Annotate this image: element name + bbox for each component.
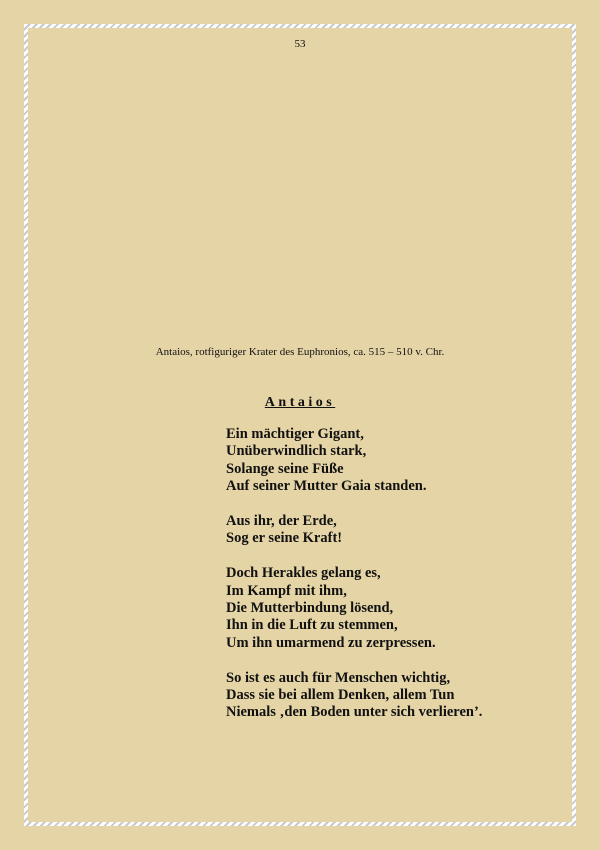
poem-line: Aus ihr, der Erde, bbox=[226, 513, 337, 530]
poem-body bbox=[226, 426, 566, 722]
poem-line: Die Mutterbindung lösend, bbox=[226, 600, 394, 617]
poem-line: So ist es auch für Menschen wichtig, bbox=[226, 669, 451, 686]
poem-line: Doch Herakles gelang es, bbox=[226, 565, 381, 582]
poem-line: Ihn in die Luft zu stemmen, bbox=[226, 617, 398, 634]
poem-line: Solange seine Füße bbox=[226, 460, 344, 477]
poem-line: Sog er seine Kraft! bbox=[226, 530, 343, 547]
poem-stanza-2 bbox=[226, 513, 566, 548]
page-number: 53 bbox=[294, 38, 306, 50]
poem-line: Um ihn umarmend zu zerpressen. bbox=[226, 634, 436, 651]
image-caption: Antaios, rotfiguriger Krater des Euphronios, ca. 515 – 510 v. Chr. bbox=[155, 346, 445, 358]
poem-line: Niemals ‚den Boden unter sich verlieren’. bbox=[226, 704, 483, 721]
poem-line: Unüberwindlich stark, bbox=[226, 443, 367, 460]
poem-stanza-1 bbox=[226, 426, 566, 496]
poem-line: Im Kampf mit ihm, bbox=[226, 582, 347, 599]
poem-line: Dass sie bei allem Denken, allem Tun bbox=[226, 687, 455, 704]
poem-title: Antaios bbox=[264, 395, 336, 410]
poem-line: Ein mächtiger Gigant, bbox=[226, 426, 364, 442]
poem-stanza-4 bbox=[226, 670, 566, 722]
poem-line: Auf seiner Mutter Gaia standen. bbox=[226, 478, 427, 495]
poem-stanza-3 bbox=[226, 565, 566, 652]
